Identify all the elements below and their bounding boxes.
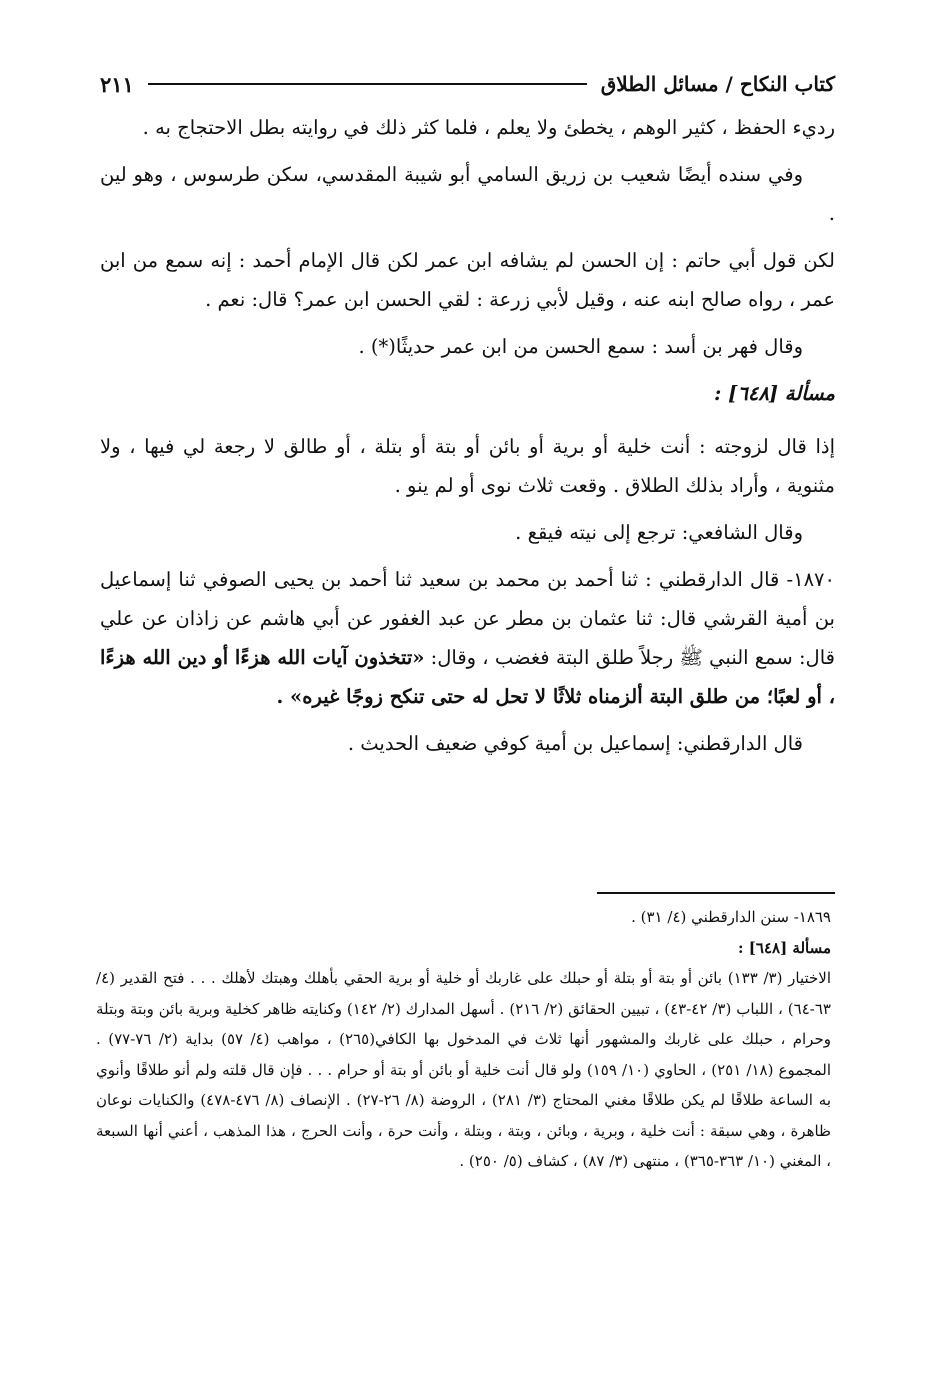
footnote: ١٨٦٩- سنن الدارقطني (٤/ ٣١) . xyxy=(631,908,831,926)
running-title: كتاب النكاح / مسائل الطلاق xyxy=(600,72,835,96)
paragraph: وقال فهر بن أسد : سمع الحسن من ابن عمر حديثًا(*) . xyxy=(358,335,803,358)
paragraph: لكن قول أبي حاتم : إن الحسن لم يشافه ابن عمر لكن قال الإمام أحمد : إنه سمع من ابن عمر ، رواه صالح ابنه عنه ، وقيل لأبي زرعة : لقي الحسن ابن عمر؟ قال: نعم . xyxy=(100,249,835,311)
hadith-paragraph xyxy=(100,560,835,716)
paragraph: وفي سنده أيضًا شعيب بن زريق السامي أبو شيبة المقدسي، سكن طرسوس ، وهو لين . xyxy=(100,163,835,225)
main-text xyxy=(100,108,835,771)
running-header xyxy=(100,66,835,102)
footnote-separator xyxy=(597,892,835,894)
paragraph: إذا قال لزوجته : أنت خلية أو برية أو بائن أو بتة أو بتلة ، أو طالق لا رجعة لي فيها ، ولا مثنوية ، وأراد بذلك الطلاق . وقعت ثلاث نوى أو لم ينو . xyxy=(100,435,835,497)
hadith-chain: ١٨٧٠- قال الدارقطني : ثنا أحمد بن محمد بن سعيد ثنا أحمد بن يحيى الصوفي ثنا إسماعيل بن أمية القرشي قال: ثنا عثمان بن مطر عن عبد الغفور عن أبي هاشم عن زاذان عن علي قال: سمع النبي ﷺ رجلاً طلق البتة فغضب ، وقال: xyxy=(100,568,835,669)
footnote: الاختيار (٣/ ١٣٣) بائن أو بتة أو بتلة أو حبلك على غاربك أو خلية أو برية الحقي بأهلك وهبتك لأهلك . . . فتح القدير (٤/ ٦٣-٦٤) ، اللباب (٣/ ٤٢-٤٣) ، تبيين الحقائق (٢/ ٢١٦) . أسهل المدارك (٢/ ١٤٢) وكنايته ظاهر كخلية وبرية بائن وبتة وبتلة وحرام ، حبلك على غاربك والمشهور أنها ثلاث في المدخول بها الكافي(٢٦٥) ، مواهب (٤/ ٥٧) بداية (٢/ ٧٦-٧٧) . المجموع (١٨/ ٢٥١) ، الحاوي (١٠/ ١٥٩) ولو قال أنت خلية أو بائن أو بتة أو حرام . . . فإن قال قلته ولم أنو طلاقًا وأنوي به الساعة طلاقًا لم يكن طلاقًا مغني المحتاج (٣/ ٢٨١) ، الروضة (٨/ ٢٦-٢٧) . الإنصاف (٨/ ٤٧٦-٤٧٨) والكنايات نوعان ظاهرة ، وهي سبقة : أنت خلية ، وبرية ، وبائن ، وبتة ، وبتلة ، وأنت حرة ، وأنت الحرج ، هذا المذهب ، أعني أنها السبعة ، المغني (١٠/ ٣٦٣-٣٦٥) ، منتهى (٣/ ٨٧) ، كشاف (٥/ ٢٥٠) . xyxy=(96,969,832,1170)
section-heading: مسألة [٦٤٨] : xyxy=(714,382,835,405)
hadith-quote: «تتخذون آيات الله هزءًا أو دين الله هزءًا ، أو لعبًا؛ من طلق البتة ألزمناه ثلاثًا لا تحل له حتى تنكح زوجًا غيره» . xyxy=(100,646,835,708)
page-number: ٢١١ xyxy=(100,71,134,97)
footnote-heading: مسألة [٦٤٨] : xyxy=(738,938,831,957)
paragraph: وقال الشافعي: ترجع إلى نيته فيقع . xyxy=(515,521,803,544)
header-rule xyxy=(148,83,587,85)
paragraph: قال الدارقطني: إسماعيل بن أمية كوفي ضعيف الحديث . xyxy=(347,732,803,755)
paragraph: رديء الحفظ ، كثير الوهم ، يخطئ ولا يعلم ، فلما كثر ذلك في روايته بطل الاحتجاج به . xyxy=(142,116,835,139)
footnotes xyxy=(96,902,831,1177)
